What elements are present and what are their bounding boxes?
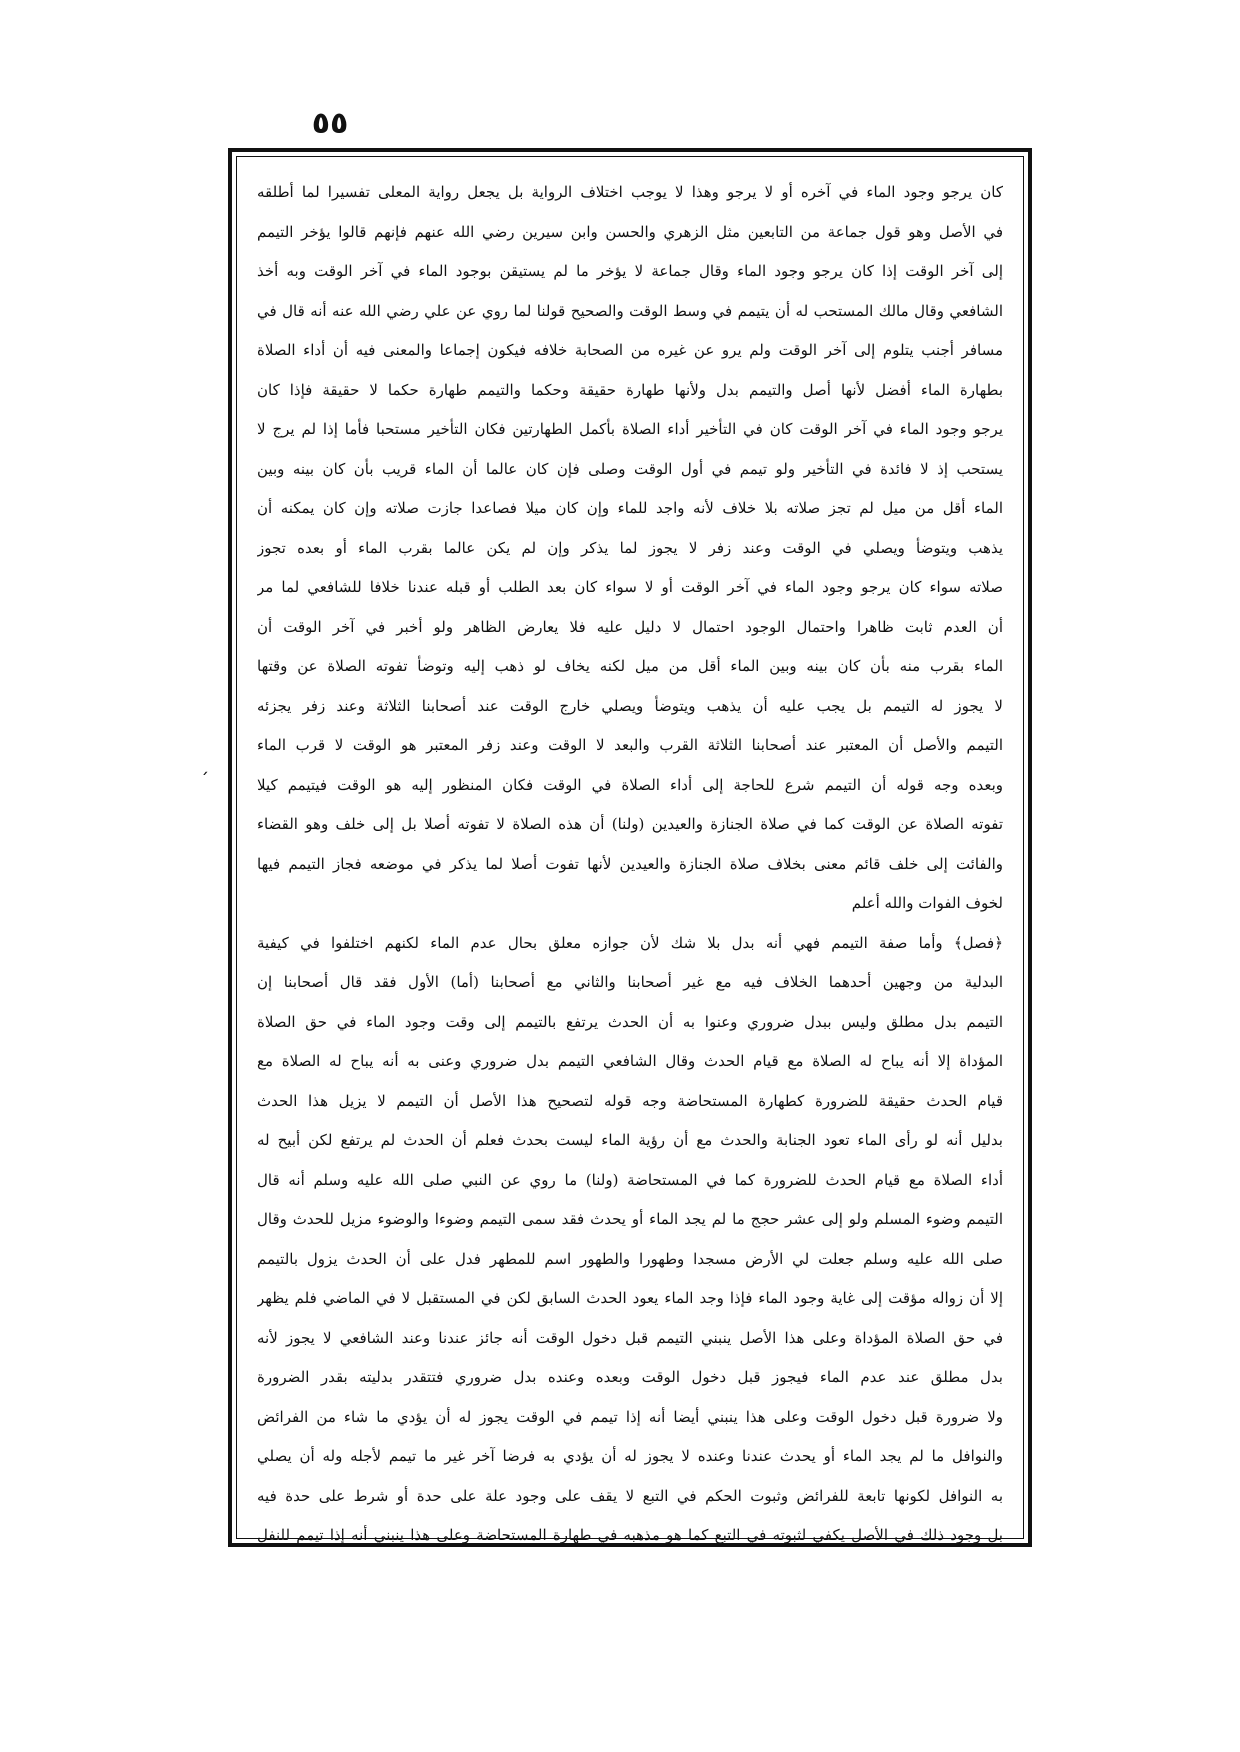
text-line: بطهارة الماء أفضل لأنها أصل والتيمم بدل ولأنها طهارة حقيقة وحكما والتيمم طهارة حكما لا حقيقة فإذا كان — [257, 380, 1003, 399]
page-frame — [228, 148, 1032, 1547]
text-line: الماء بقرب منه بأن كان بينه وبين الماء أقل من ميل لكنه يخاف لو ذهب إليه وتوضأ تفوته الصلاة عن وقتها — [257, 657, 1003, 675]
text-line: بل وجود ذلك في الأصل يكفي لثبوته في التبع كما هو مذهبه في طهارة المستحاضة وعلى هذا ينبني أنه إذا تيمم للنفل — [257, 1526, 1003, 1544]
text-line: التيمم بدل مطلق وليس ببدل ضروري وعنوا به أن الحدث يرتفع بالتيمم إلى وقت وجود الماء في حق الصلاة — [257, 1012, 1003, 1031]
text-line: إلى آخر الوقت إذا كان يرجو وجود الماء وقال جماعة لا يؤخر ما لم يستيقن بوجود الماء في آخر الوقت وبه أخذ — [257, 262, 1003, 280]
text-line: به النوافل لكونها تابعة للفرائض وثبوت الحكم في التبع لا يقف على وجود علة على حدة أو شرط على حدة فيه — [257, 1486, 1003, 1505]
text-line: أداء الصلاة مع قيام الحدث للضرورة كما في المستحاضة (ولنا) ما روي عن النبي صلى الله عليه وسلم أنه قال — [257, 1170, 1003, 1189]
text-line: الشافعي وقال مالك المستحب له أن يتيمم في وسط الوقت والصحيح قولنا لما روي عن علي رضي الله عنه أنه قال في — [257, 301, 1003, 320]
text-line: كان يرجو وجود الماء في آخره أو لا يرجو وهذا لا يوجب اختلاف الرواية بل يجعل رواية المعلى تفسيرا لما أطلقه — [257, 183, 1003, 201]
page-frame-inner — [236, 156, 1024, 1544]
text-line: يستحب إذ لا فائدة في التأخير ولو تيمم في أول الوقت وصلى فإن كان عالما أن الماء قريب بأن كان بينه وبين — [257, 459, 1003, 478]
text-line: والنوافل ما لم يجد الماء أو يحدث عندنا وعنده لا يجوز له أن يؤدي به فرضا آخر غير ما تيمم لأجله وله أن يصلي — [257, 1447, 1003, 1465]
text-line: في الأصل وهو قول جماعة من التابعين مثل الزهري والحسن وابن سيرين رضي الله عنهم فإنهم قالوا يؤخر التيمم — [257, 222, 1003, 241]
text-line: بدليل أنه لو رأى الماء تعود الجنابة والحدث مع أن رؤية الماء ليست بحدث فعلم أن الحدث لم يرتفع لكن أبيح له — [257, 1131, 1003, 1149]
text-line: ولا ضرورة قبل دخول الوقت وعلى هذا ينبني أيضا أنه إذا تيمم في الوقت يجوز له أن يؤدي ما شاء من الفرائض — [257, 1407, 1003, 1426]
text-line: صلاته سواء كان يرجو وجود الماء في آخر الوقت أو لا سواء كان بعد الطلب أو قبله عندنا خلافا للشافعي لما مر — [257, 578, 1003, 596]
text-line: يرجو وجود الماء في آخر الوقت كان في التأخير أداء الصلاة بأكمل الطهارتين فكان التأخير مستحبا فأما إذا لم يرج لا — [257, 420, 1003, 438]
text-line: المؤداة إلا أنه يباح له الصلاة مع قيام الحدث وقال الشافعي التيمم بدل ضروري وعنى به أنه يباح له الصلاة مع — [257, 1052, 1003, 1070]
text-line: والفائت إلى خلف قائم معنى بخلاف صلاة الجنازة والعيدين لأنها تفوت أصلا لما يذكر في موضعه فجاز التيمم فيها — [257, 854, 1003, 873]
text-line: لا يجوز له التيمم بل يجب عليه أن يذهب ويتوضأ ويصلي خارج الوقت عند أصحابنا الثلاثة وعند زفر يجزئه — [257, 696, 1003, 715]
text-line: إلا أن زواله مؤقت إلى غاية وجود الماء فإذا وجد الماء يعود الحدث السابق لكن في المستقبل لا في الماضي فلم يظهر — [257, 1289, 1003, 1307]
text-line: بدل مطلق عند عدم الماء فيجوز قبل دخول الوقت وبعده وعنده بدل ضروري فتتقدر بدليته بقدر الضرورة — [257, 1368, 1003, 1386]
text-line: التيمم والأصل أن المعتبر عند أصحابنا الثلاثة القرب والبعد لا الوقت وعند زفر المعتبر هو الوقت لا قرب الماء — [257, 736, 1003, 754]
text-line-section-end: لخوف الفوات والله أعلم — [851, 894, 1003, 912]
page-number: ٥٥ — [311, 106, 349, 141]
section-heading-line: ﴿فصل﴾ وأما صفة التيمم فهي أنه بدل بلا شك لأن جوازه معلق بحال عدم الماء لكنهم اختلفوا في كيفية — [257, 933, 1003, 952]
text-line: الماء أقل من ميل لم تجز صلاته بلا خلاف لأنه واجد للماء وإن كان ميلا فصاعدا جازت صلاته وإن كان يمكنه أن — [257, 499, 1003, 517]
text-line: أن العدم ثابت ظاهرا واحتمال الوجود احتمال لا دليل عليه فلا يعارض الظاهر ولو أخبر في آخر الوقت أن — [257, 617, 1003, 636]
text-line: التيمم وضوء المسلم ولو إلى عشر حجج ما لم يجد الماء أو يحدث فقد سمى التيمم وضوءا والوضوء مزيل للحدث وقال — [257, 1210, 1003, 1228]
text-line: البدلية من وجهين أحدهما الخلاف فيه مع غير أصحابنا والثاني مع أصحابنا (أما) الأول فقد قال أصحابنا إن — [257, 973, 1003, 991]
text-line: في حق الصلاة المؤداة وعلى هذا الأصل ينبني التيمم قبل دخول الوقت أنه جائز عندنا وعند الشافعي لا يجوز لأنه — [257, 1328, 1003, 1347]
text-body — [257, 173, 1003, 1556]
text-line: صلى الله عليه وسلم جعلت لي الأرض مسجدا وطهورا والطهور اسم للمطهر فدل على أن الحدث يزول بالتيمم — [257, 1249, 1003, 1268]
margin-mark: ˊ — [200, 770, 209, 791]
text-line: تفوته الصلاة عن الوقت كما في صلاة الجنازة والعيدين (ولنا) أن هذه الصلاة لا تفوته أصلا بل إلى خلف وهو القضاء — [257, 815, 1003, 833]
text-line: يذهب ويتوضأ ويصلي في الوقت وعند زفر لا يجوز لما يذكر وإن لم يكن عالما بقرب الماء أو بعده تجوز — [257, 538, 1003, 557]
text-line: قيام الحدث حقيقة للضرورة كطهارة المستحاضة وجه قوله لتصحيح هذا الأصل أن التيمم لا يزيل هذا الحدث — [257, 1091, 1003, 1110]
text-line: وبعده وجه قوله أن التيمم شرع للحاجة إلى أداء الصلاة في الوقت فكان المنظور إليه هو الوقت فيتيمم كيلا — [257, 775, 1003, 794]
text-line: مسافر أجنب يتلوم إلى آخر الوقت ولم يرو عن غيره من الصحابة خلافه فيكون إجماعا والمعنى فيه أن أداء الصلاة — [257, 341, 1003, 359]
